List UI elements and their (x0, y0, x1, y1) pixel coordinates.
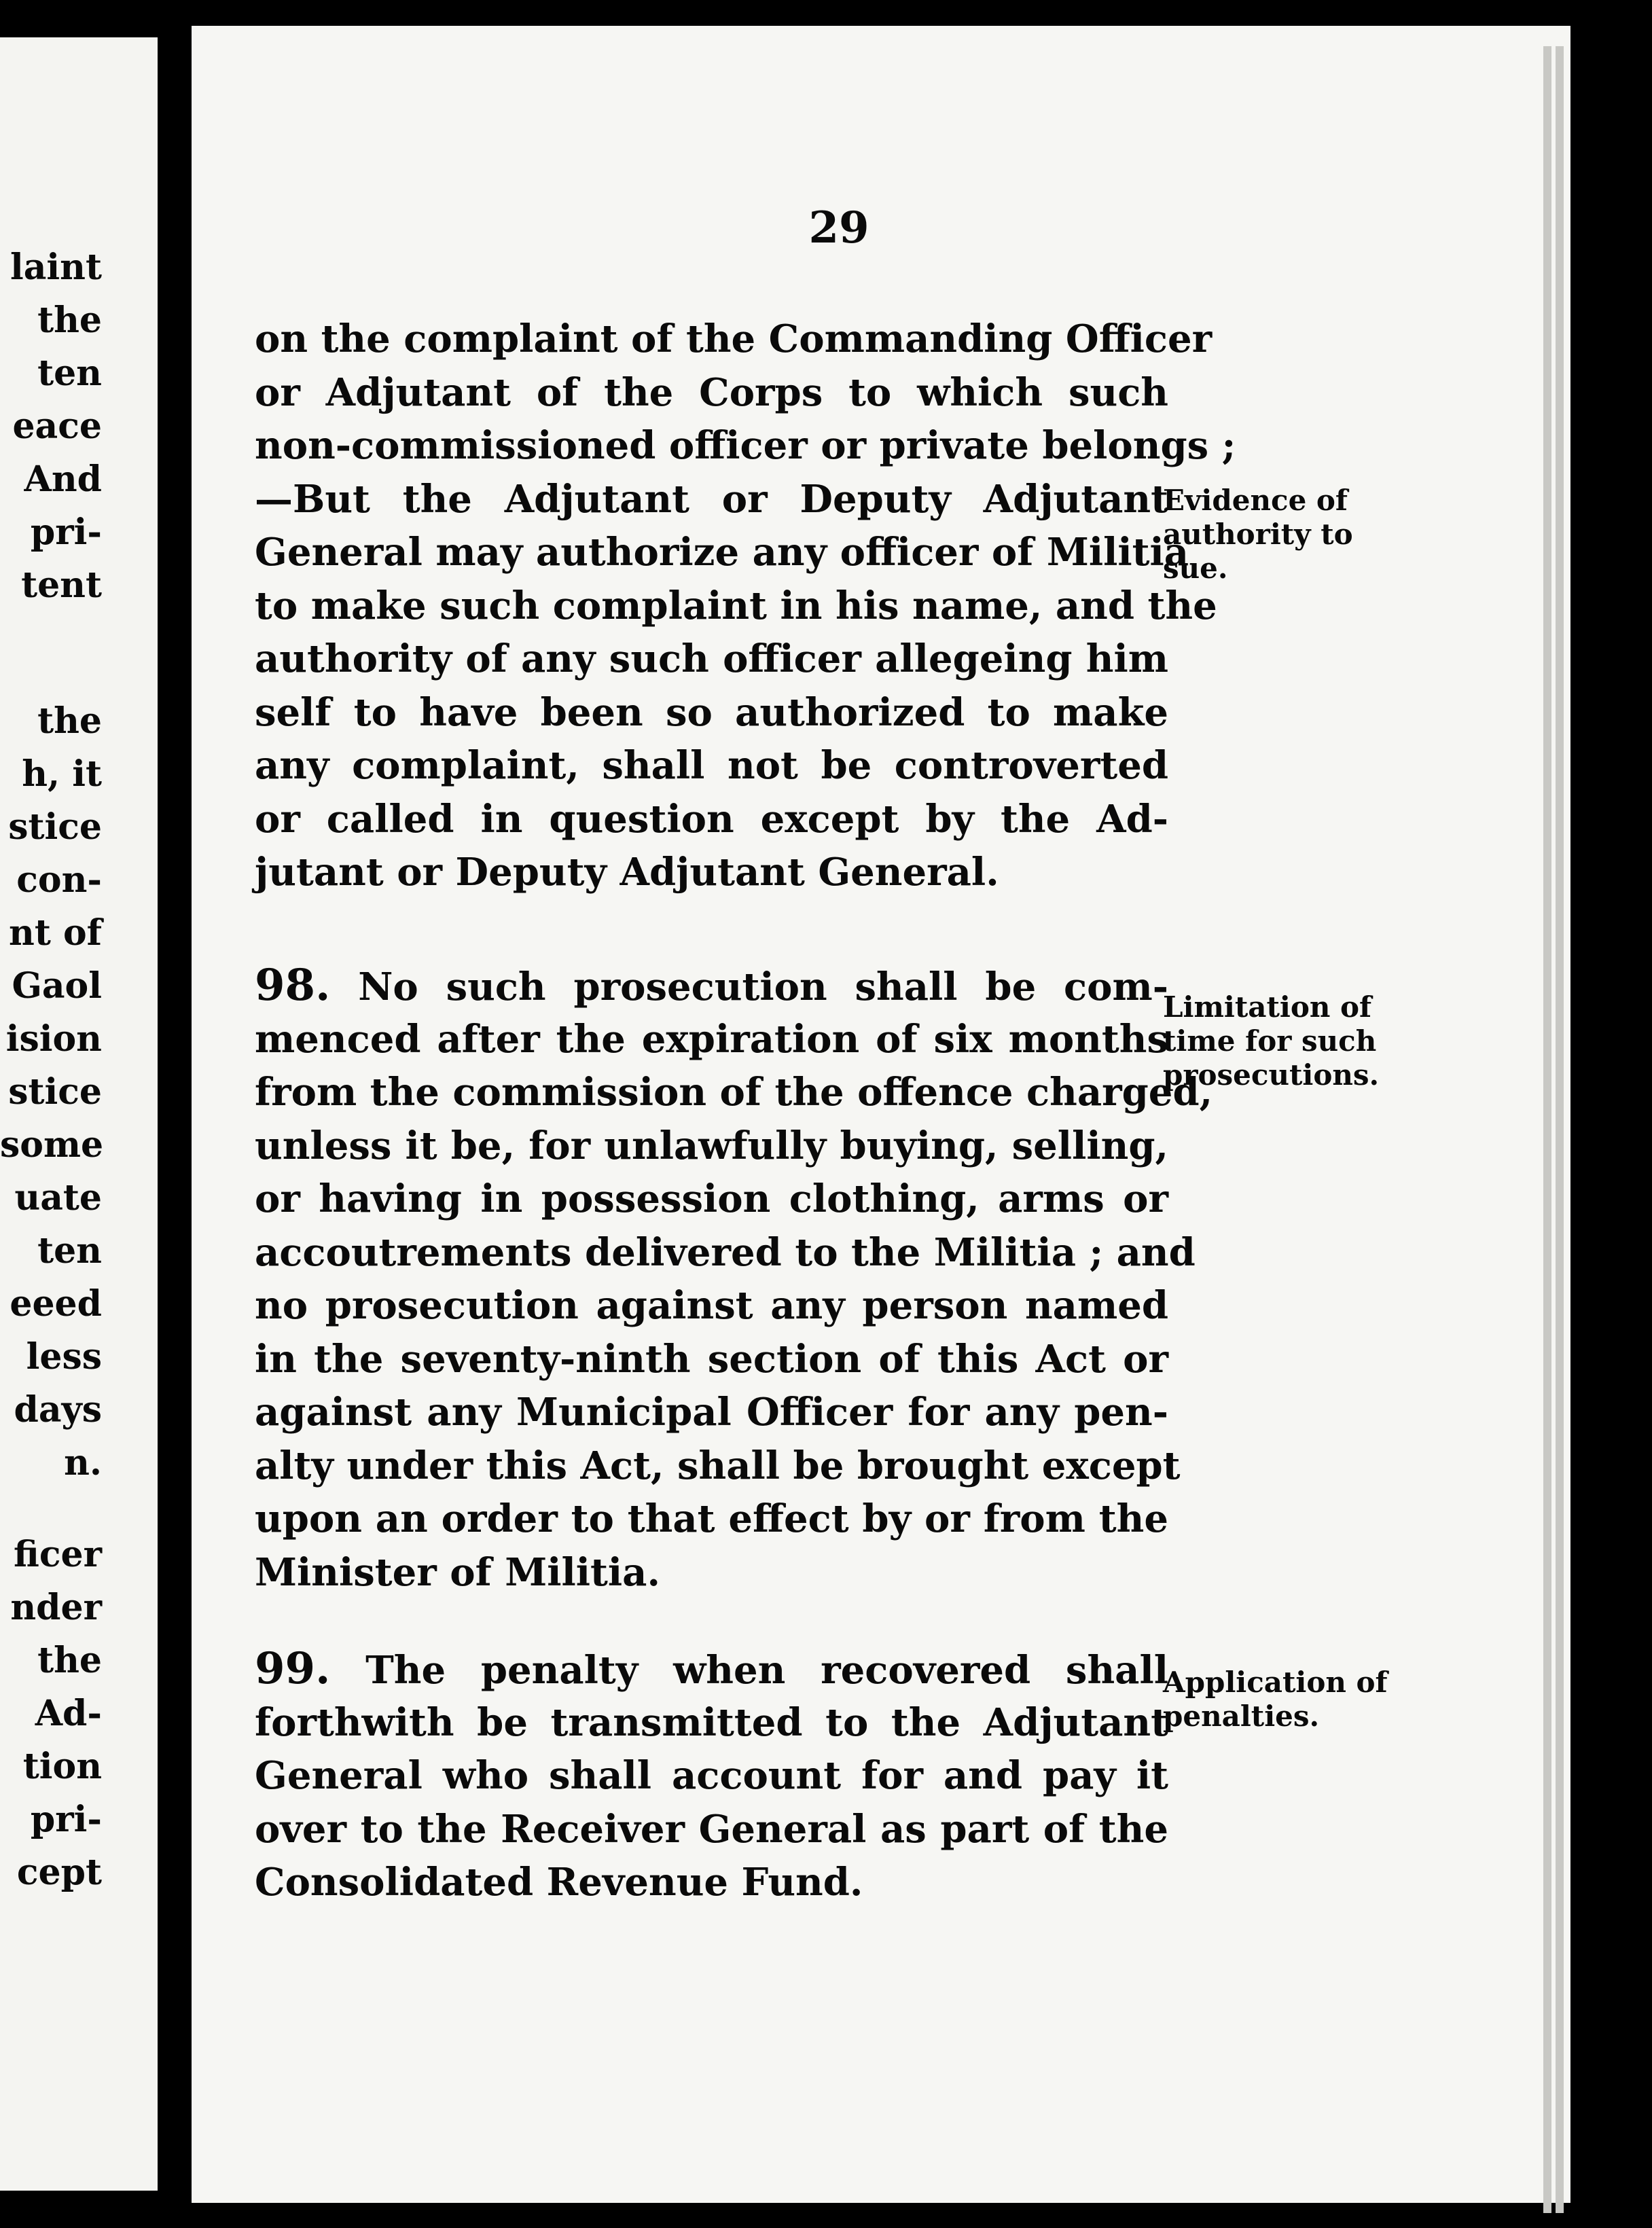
p1-line: General may authorize any officer of Militia (255, 530, 1189, 575)
p99-line: over to the Receiver General as part of the (255, 1806, 1168, 1852)
margin-note-line: Limitation of (1163, 990, 1372, 1024)
p1-line: or Adjutant of the Corps to which such (255, 370, 1168, 415)
p1-line: non-commissioned officer or private belongs ; (255, 423, 1236, 468)
left-page-text-group-2 (0, 695, 102, 1490)
page-number: 29 (808, 202, 869, 253)
margin-note-line: authority to (1163, 518, 1353, 551)
p99-line: General who shall account for and pay it (255, 1753, 1168, 1798)
margin-note-limitation (1163, 990, 1448, 1092)
left-page-line: pri- (30, 511, 102, 553)
left-page-text-group-3 (0, 1528, 102, 1899)
margin-note-line: penalties. (1163, 1700, 1320, 1733)
margin-note-line: time for such (1163, 1024, 1377, 1058)
p1-line: any complaint, shall not be controverted (255, 743, 1168, 788)
left-page-line: less (26, 1336, 102, 1378)
p98-line: unless it be, for unlawfully buying, selling, (255, 1123, 1168, 1168)
left-page-line: stice (8, 806, 102, 848)
left-page-line: some (0, 1124, 104, 1166)
p1-line: jutant or Deputy Adjutant General. (255, 850, 999, 895)
left-page-line: stice (8, 1071, 102, 1113)
left-page-line: ision (5, 1018, 102, 1060)
left-page-line: eeed (10, 1283, 102, 1325)
p98-line: or having in possession clothing, arms or (255, 1176, 1168, 1221)
p98-line: in the seventy-ninth section of this Act or (255, 1336, 1168, 1382)
left-page-line: con- (16, 859, 102, 901)
section-98 (255, 959, 1213, 1599)
section-99 (255, 1642, 1168, 1909)
left-page-line: eace (12, 406, 102, 447)
left-page-line: days (14, 1389, 102, 1431)
left-page-line: laint (10, 247, 102, 288)
p98-line: accoutrements delivered to the Militia ; and (255, 1229, 1196, 1275)
page-edge (1543, 46, 1551, 2213)
p98-line: Minister of Militia. (255, 1549, 660, 1595)
p1-line: self to have been so authorized to make (255, 689, 1168, 735)
margin-note-evidence (1163, 484, 1448, 586)
left-page-line: ten (37, 353, 102, 394)
section-99-first-line: 99. The penalty when recovered shall (255, 1643, 1168, 1694)
margin-note-line: Evidence of (1163, 484, 1348, 517)
left-page-line: nt of (9, 912, 102, 954)
section-98-first-line: 98. No such prosecution shall be com- (255, 960, 1168, 1011)
book-gutter (158, 0, 192, 2228)
p1-line: —But the Adjutant or Deputy Adjutant (255, 476, 1168, 522)
p1-line: or called in question except by the Ad- (255, 796, 1168, 842)
left-page-line: And (24, 459, 102, 500)
p98-line: from the commission of the offence charged, (255, 1070, 1213, 1115)
margin-note-line: prosecutions. (1163, 1058, 1380, 1092)
p98-line: upon an order to that effect by or from the (255, 1496, 1168, 1541)
left-page-line: nder (10, 1587, 102, 1628)
section-98-number: 98. (255, 960, 331, 1011)
p98-line: no prosecution against any person named (255, 1283, 1168, 1328)
left-page-line: Ad- (35, 1693, 102, 1734)
margin-note-line: sue. (1163, 552, 1228, 585)
p98-line: against any Municipal Officer for any pen- (255, 1390, 1168, 1435)
p99-line: Consolidated Revenue Fund. (255, 1860, 863, 1905)
left-page-line: cept (16, 1852, 102, 1893)
left-page-text-group-1 (0, 241, 102, 612)
left-page-line: the (37, 700, 102, 742)
left-page-line: ten (37, 1230, 102, 1272)
left-page-line: Gaol (12, 965, 102, 1007)
margin-note-line: Application of (1163, 1666, 1388, 1699)
left-page-line: tent (21, 564, 102, 606)
p1-line: to make such complaint in his name, and the (255, 583, 1217, 628)
left-page-line: the (37, 300, 102, 341)
left-page-fragment (0, 37, 158, 2191)
left-page-line: tion (22, 1746, 102, 1787)
left-page-line: the (37, 1640, 102, 1681)
p1-line: on the complaint of the Commanding Officer (255, 317, 1213, 361)
margin-note-application (1163, 1666, 1448, 1733)
section-99-number: 99. (255, 1643, 331, 1694)
left-page-line: uate (14, 1177, 102, 1219)
p98-line: menced after the expiration of six months (255, 1016, 1168, 1062)
left-page-line: pri- (30, 1799, 102, 1840)
left-page-line: h, it (22, 753, 102, 795)
left-page-line: ficer (14, 1534, 102, 1575)
left-page-line: n. (64, 1442, 102, 1484)
p99-line: forthwith be transmitted to the Adjutant (255, 1700, 1168, 1745)
p98-line: alty under this Act, shall be brought except (255, 1443, 1181, 1488)
p1-line: authority of any such officer allegeing him (255, 636, 1168, 681)
page-edge (1556, 46, 1564, 2213)
